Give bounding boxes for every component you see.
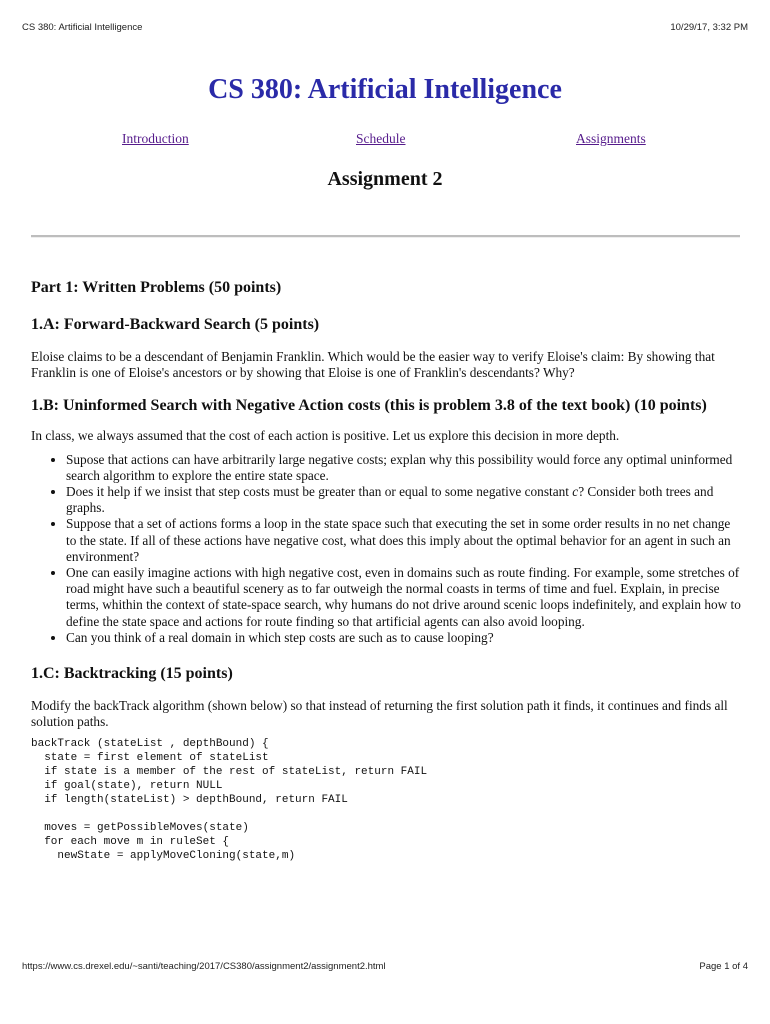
print-footer-url: https://www.cs.drexel.edu/~santi/teaching/2017/CS380/assignment2/assignment2.html — [22, 961, 386, 972]
list-item-text: ? Consider both trees and graphs. — [66, 484, 714, 516]
nav-link-introduction[interactable]: Introduction — [122, 131, 189, 146]
list-item: • One can easily imagine actions with high negative cost, even in domains such as route finding. For example, some stretches of road might have such a beautiful scenery as to far outweigh the normal coasts in terms of time and fuel. Explain, in precise terms, whithin the context of state-space search, why humans do not drive around scenic loops indefinitely, and explain how to define the state space and actions for route finding so that artificial agents can also avoid looping. — [66, 565, 743, 630]
list-item — [66, 484, 743, 516]
assignment-title: Assignment 2 — [327, 168, 443, 190]
section-1c-heading: 1.C: Backtracking (15 points) — [31, 665, 233, 683]
section-1b-heading: 1.B: Uninformed Search with Negative Action costs (this is problem 3.8 of the text book) (10 points) — [31, 397, 707, 415]
list-item-text: Does it help if we insist that step costs must be greater than or equal to some negative constant — [66, 484, 573, 500]
horizontal-rule — [31, 235, 740, 238]
section-1b-intro: In class, we always assumed that the cost of each action is positive. Let us explore this decision in more depth. — [31, 428, 620, 444]
section-1b-list — [31, 452, 743, 646]
print-footer-page: Page 1 of 4 — [699, 961, 748, 972]
list-item: • Supose that actions can have arbitrarily large negative costs; explan why this possibility would force any optimal uninformed search algorithm to explore the entire state space. — [66, 452, 743, 484]
list-item: • Suppose that a set of actions forms a loop in the state space such that executing the set in some order results in no net change to the state. If all of these actions have negative cost, what does this imply about the optimal behavior for an agent in such an environment? — [66, 516, 743, 565]
part1-heading: Part 1: Written Problems (50 points) — [31, 279, 282, 296]
site-title: CS 380: Artificial Intelligence — [208, 74, 562, 105]
nav-link-assignments[interactable]: Assignments — [576, 131, 646, 146]
assignment-content — [31, 278, 743, 864]
section-1a-text: Eloise claims to be a descendant of Benjamin Franklin. Which would be the easier way to verify Eloise's claim: By showing that Franklin is one of Eloise's ancestors or by showing that Eloise is one of Franklin's descendants? Why? — [31, 349, 715, 381]
print-footer — [22, 961, 748, 975]
section-1a-heading: 1.A: Forward-Backward Search (5 points) — [31, 316, 320, 333]
print-header-title: CS 380: Artificial Intelligence — [22, 22, 143, 33]
backtrack-code-block: backTrack (stateList , depthBound) { state = first element of stateList if state is a member of the rest of stateList, return FAIL if goal(state), return NULL if length(stateList) > depthBound, return FAIL moves = getPossibleMoves(state) for each move m in ruleSet { newState = applyMoveCloning(state,m) — [31, 738, 428, 862]
site-nav — [0, 131, 770, 149]
nav-link-schedule[interactable]: Schedule — [356, 131, 406, 146]
section-1c-text: Modify the backTrack algorithm (shown below) so that instead of returning the first solution path it finds, it continues and finds all solution paths. — [31, 698, 728, 730]
print-header-datetime: 10/29/17, 3:32 PM — [670, 22, 748, 33]
list-item: • Can you think of a real domain in which step costs are such as to cause looping? — [66, 630, 743, 646]
print-header — [22, 22, 748, 36]
variable-c: c — [572, 484, 579, 500]
